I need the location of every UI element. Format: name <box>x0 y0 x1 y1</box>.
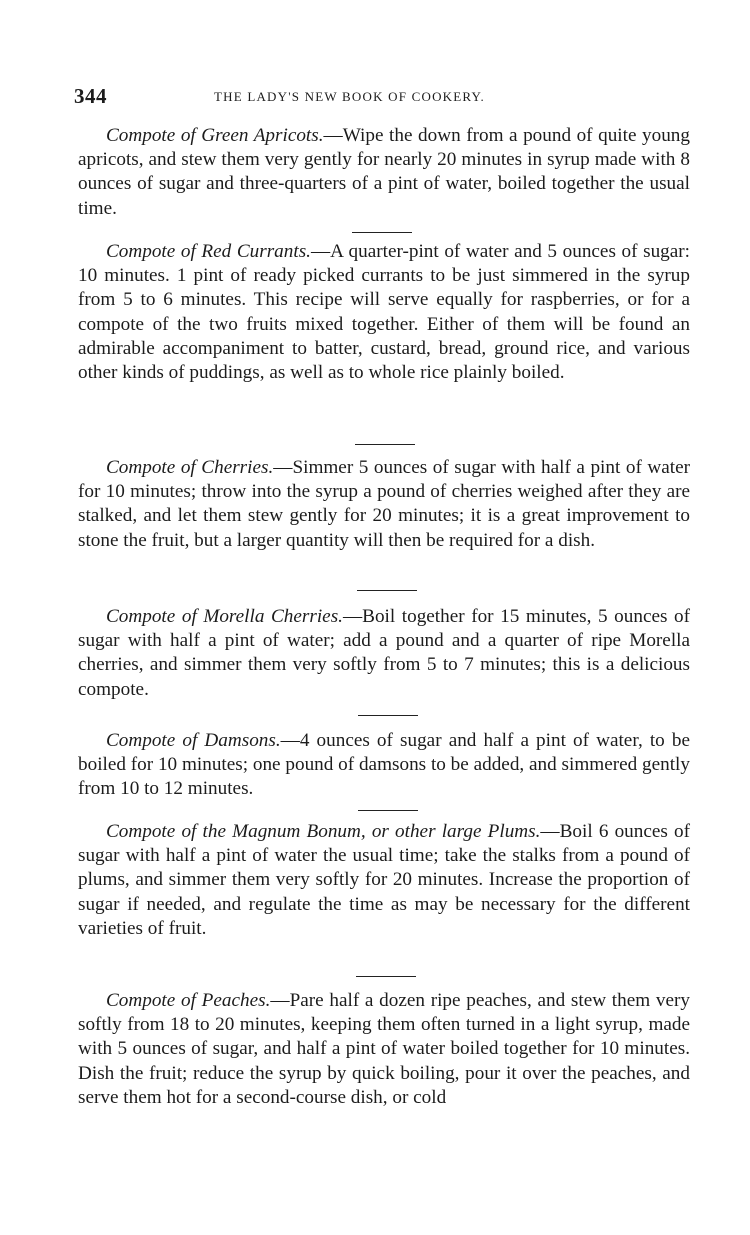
recipe-body: —Simmer 5 ounces of sugar with half a pint of water for 10 minutes; throw into the syrup a pound of cherries weighed after they are stalked, and let them stew gently for 20 minutes; it is a great improvement to stone the fruit, but a larger quantity will then be required for a dish. <box>78 457 690 551</box>
recipe-title: Compote of Cherries. <box>106 457 274 478</box>
separator-rule <box>358 715 418 716</box>
recipe-body: —A quarter-pint of water and 5 ounces of sugar: 10 minutes. 1 pint of ready picked currants to be just simmered in the syrup from 5 to 6 minutes. This recipe will serve equally for raspberries, or for a compote of the two fruits mixed together. Either of them will be found an admirable accompaniment to batter, custard, bread, ground rice, and various other kinds of puddings, as well as to whole rice plainly boiled. <box>78 241 690 384</box>
recipe-magnum-bonum-plums <box>78 820 690 941</box>
recipe-body: —Wipe the down from a pound of quite young apricots, and stew them very gently for nearly 20 minutes in syrup made with 8 ounces of sugar and three-quarters of a pint of water, boiled together the usual time. <box>78 125 690 219</box>
recipe-green-apricots <box>78 124 690 221</box>
separator-rule <box>352 232 412 233</box>
page-header <box>74 84 694 108</box>
recipe-red-currants <box>78 240 690 385</box>
recipe-morella-cherries <box>78 605 690 702</box>
recipe-body: —Boil 6 ounces of sugar with half a pint of water the usual time; take the stalks from a pound of plums, and simmer them very softly for 20 minutes. Increase the proportion of sugar if needed, and regulate the time as may be necessary for the different varieties of fruit. <box>78 821 690 939</box>
recipe-title: Compote of Damsons. <box>106 730 281 751</box>
page-number: 344 <box>74 84 107 108</box>
recipe-title: Compote of Red Currants. <box>106 241 311 262</box>
recipe-body: —4 ounces of sugar and half a pint of water, to be boiled for 10 minutes; one pound of damsons to be added, and simmered gently from 10 to 12 minutes. <box>78 730 690 800</box>
recipe-cherries <box>78 456 690 553</box>
separator-rule <box>358 810 418 811</box>
recipe-title: Compote of the Magnum Bonum, or other large Plums. <box>106 821 541 842</box>
running-head: THE LADY'S NEW BOOK OF COOKERY. <box>214 89 485 104</box>
recipe-body: —Pare half a dozen ripe peaches, and stew them very softly from 18 to 20 minutes, keeping them often turned in a light syrup, made with 5 ounces of sugar, and half a pint of water boiled together for 10 minutes. Dish the fruit; reduce the syrup by quick boiling, pour it over the peaches, and serve them hot for a second-course dish, or cold <box>78 990 690 1108</box>
separator-rule <box>357 590 417 591</box>
recipe-title: Compote of Green Apricots. <box>106 125 324 146</box>
recipe-peaches <box>78 989 690 1110</box>
recipe-title: Compote of Peaches. <box>106 990 271 1011</box>
separator-rule <box>355 444 415 445</box>
recipe-damsons <box>78 729 690 802</box>
recipe-title: Compote of Morella Cherries. <box>106 606 343 627</box>
recipe-body: —Boil together for 15 minutes, 5 ounces of sugar with half a pint of water; add a pound and a quarter of ripe Morella cherries, and simmer them very softly from 5 to 7 minutes; this is a delicious compote. <box>78 606 690 700</box>
separator-rule <box>356 976 416 977</box>
